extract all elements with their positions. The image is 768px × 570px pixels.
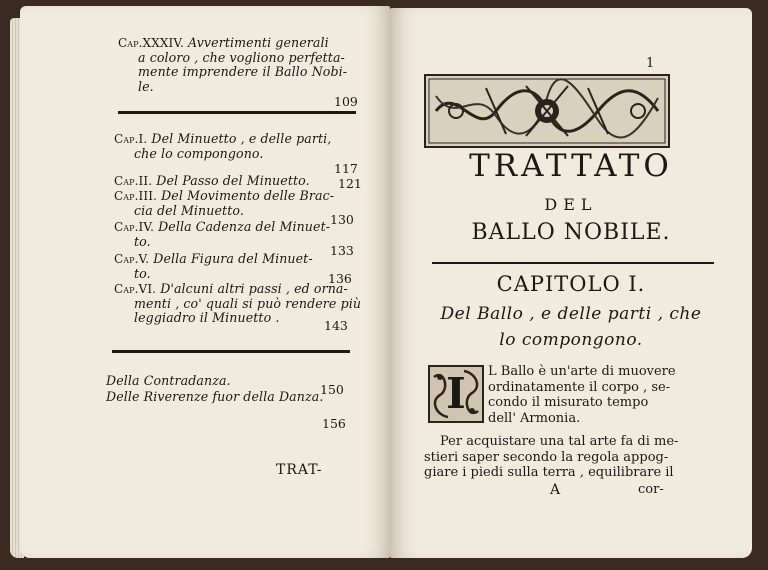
left-page [20,6,390,558]
page-ref: 156 [322,416,346,431]
toc-line: cia del Minuetto. [134,202,244,218]
page-ref: 130 [330,212,354,227]
chapter-label: Cap.IV. [114,220,154,234]
text-line: Per acquistare una tal arte fa di me- [440,434,679,449]
toc-extra-2 [106,390,372,405]
book-subtitle: BALLO NOBILE. [471,220,671,245]
toc-line: to. [134,265,151,281]
toc-line: mente imprendere il Ballo Nobi- [138,64,348,80]
toc-line: leggiadro il Minuetto . [134,310,280,326]
page-ref: 136 [328,271,352,286]
page-ref: 109 [334,94,358,109]
chapter-heading: CAPITOLO I. [496,272,646,296]
toc-line: Delle Riverenze fuor della Danza. [106,389,324,404]
divider-rule [118,111,356,114]
drop-cap-letter: I [446,369,466,418]
toc-line: Del Movimento delle Brac- [161,188,335,203]
toc-entry-1 [114,132,370,161]
text-line: stieri saper secondo la regola appog- [424,449,669,465]
toc-line: che lo compongono. [134,145,264,161]
toc-line: Del Minuetto , e delle parti, [151,131,332,146]
catchword: cor- [638,482,664,497]
text-line: ordinatamente il corpo , se- [488,379,671,395]
page-ref: 117 [334,161,358,176]
chapter-subtitle: Del Ballo , e delle parti , che [440,304,702,324]
toc-line: Avvertimenti generali [188,35,329,50]
toc-entry-2 [114,174,370,189]
page-ref: 133 [330,243,354,258]
chapter-subtitle: lo compongono. [499,330,643,350]
toc-line: menti , co' quali si può rendere più [134,295,362,311]
toc-line: Della Figura del Minuet- [153,251,313,266]
toc-line: to. [134,233,151,249]
scroll-ornament-icon [426,76,668,146]
text-line: dell' Armonia. [488,410,581,426]
toc-entry-34 [118,36,368,94]
decorated-initial [428,365,484,423]
toc-line: Della Contradanza. [106,373,231,388]
chapter-label: Cap.XXXIV. [118,36,184,50]
book-title: TRATTATO [469,148,673,184]
text-line: giare i piedi sulla terra , equilibrare il [424,465,674,481]
toc-line: a coloro , che vogliono perfetta- [138,49,345,65]
book-title-small: DEL [544,195,598,214]
catchword: TRAT- [276,462,323,478]
chapter-label: Cap.II. [114,174,153,188]
toc-line: D'alcuni altri passi , ed orna- [160,281,348,296]
title-rule [432,262,714,264]
chapter-label: Cap.VI. [114,282,157,296]
right-page [390,8,752,558]
text-line: condo il misurato tempo [488,395,649,411]
chapter-label: Cap.I. [114,132,148,146]
divider-rule [112,350,350,353]
page-number: 1 [646,56,655,71]
page-ref: 143 [324,318,348,333]
toc-line: Del Passo del Minuetto. [156,173,310,188]
paragraph-2 [424,434,724,481]
ornamental-headpiece [424,74,670,148]
page-ref: 121 [338,176,362,191]
chapter-label: Cap.V. [114,252,150,266]
paragraph-1 [488,364,708,426]
signature-mark: A [550,482,561,498]
text-line: L Ballo è un'arte di muovere [488,364,676,379]
toc-line: Della Cadenza del Minuet- [158,219,331,234]
page-ref: 150 [320,382,344,397]
toc-line: le. [138,78,154,94]
chapter-label: Cap.III. [114,189,157,203]
